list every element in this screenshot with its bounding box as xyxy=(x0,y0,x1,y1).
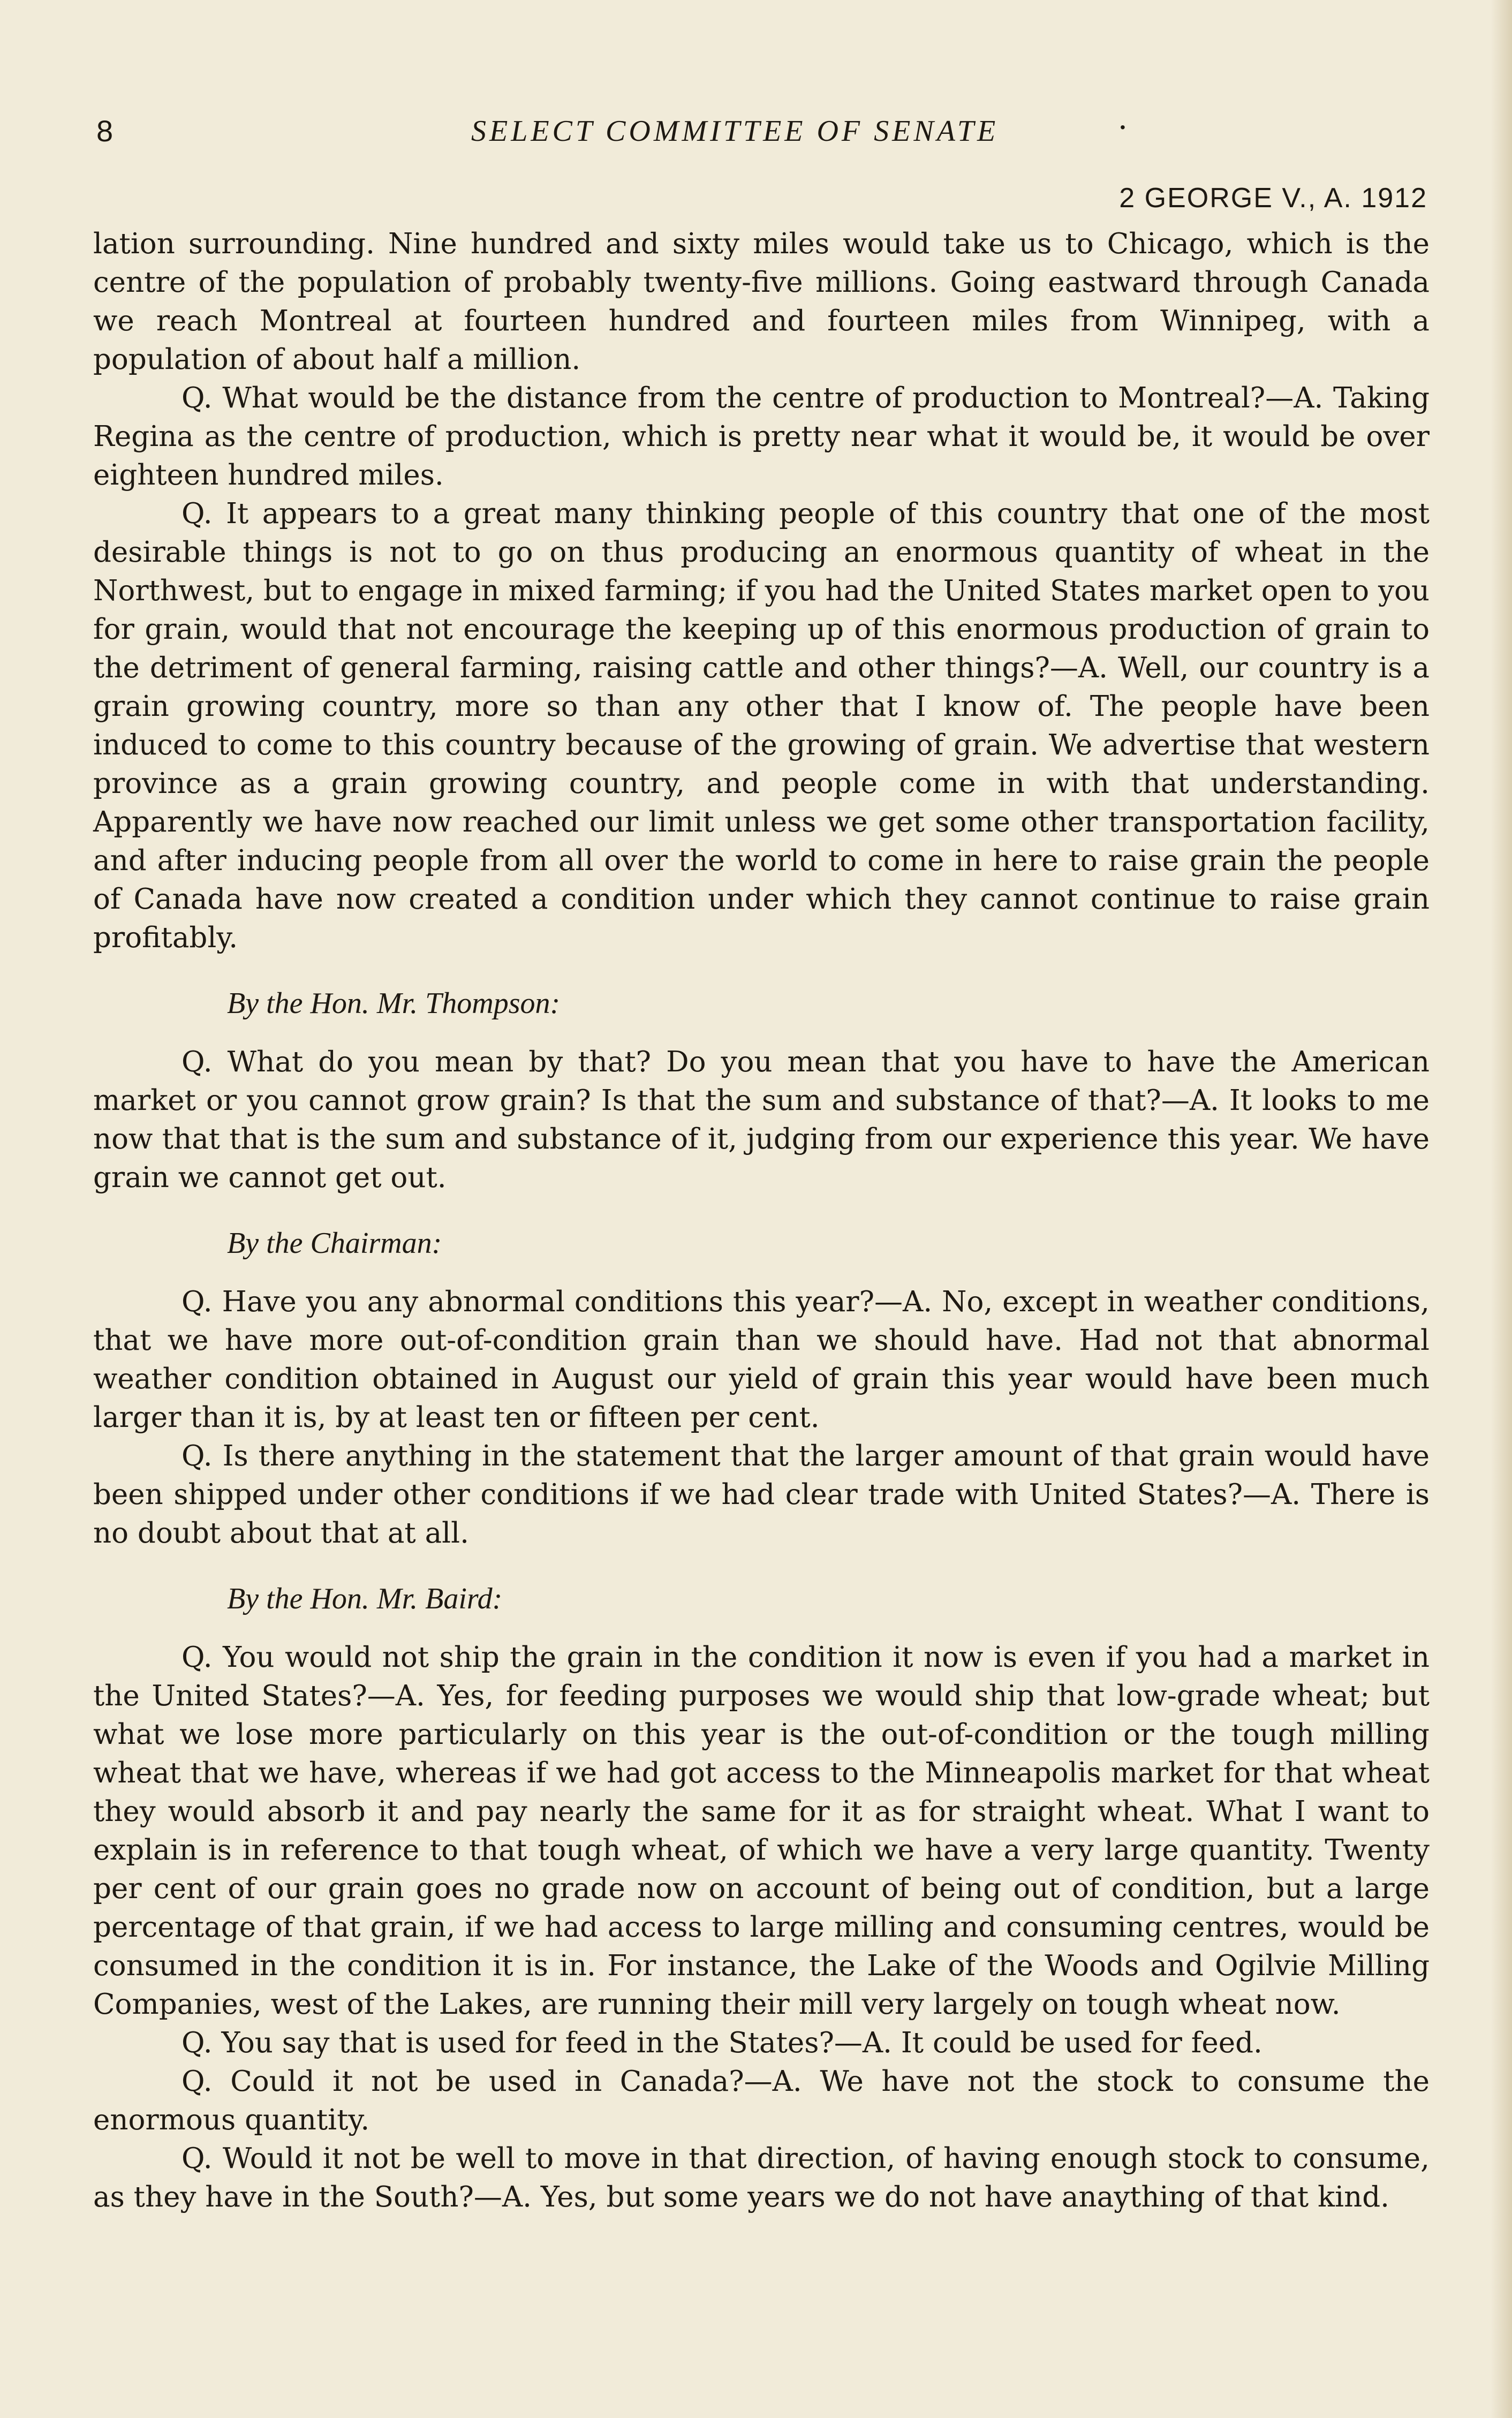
question-answer-paragraph: Q. You say that is used for feed in the States?—A. It could be used for feed. xyxy=(182,2027,1262,2059)
question-answer-paragraph: Q. Is there anything in the statement that the larger amount of that grain would have been shipped under other conditions if we had clear trade with United States?—A. There is no doubt about that at all. xyxy=(93,1440,1430,1550)
question-answer-paragraph: Q. You would not ship the grain in the condition it now is even if you had a market in the United States?—A. Yes, for feeding purposes we would ship that low-grade wheat; but what we lose more particularly on this year is the out-of-condition or the tough milling wheat that we have, whereas if we had got access to the Minneapolis market for that wheat they would absorb it and pay nearly the same for it as for straight wheat. What I want to explain is in reference to that tough wheat, of which we have a very large quantity. Twenty per cent of our grain goes no grade now on account of being out of condition, but a large percentage of that grain, if we had access to large milling and consuming centres, would be consumed in the condition it is in. For instance, the Lake of the Woods and Ogilvie Milling Companies, west of the Lakes, are running their mill very largely on tough wheat now. xyxy=(93,1641,1430,2021)
paragraph-continued: lation surrounding. Nine hundred and sixty miles would take us to Chicago, which is the centre of the population of probably twenty-five millions. Going eastward through Canada we reach Montreal at fourteen hundred and fourteen miles from Winnipeg, with a population of about half a million. xyxy=(93,228,1430,376)
page-number: 8 xyxy=(96,114,114,148)
session-line: 2 GEORGE V., A. 1912 xyxy=(1119,183,1427,214)
header-mark: • xyxy=(1120,119,1125,135)
running-title: SELECT COMMITTEE OF SENATE xyxy=(471,115,999,148)
speaker-heading-thompson: By the Hon. Mr. Thompson: xyxy=(227,987,561,1020)
question-answer-paragraph: Q. It appears to a great many thinking people of this country that one of the most desirable things is not to go on thus producing an enormous quantity of wheat in the Northwest, but to engage in mixed farming; if you had the United States market open to you for grain, would that not encourage the keeping up of this enormous production of grain to the detriment of general farming, raising cattle and other things?—A. Well, our country is a grain growing country, more so than any other that I know of. The people have been induced to come to this country because of the growing of grain. We advertise that western province as a grain growing country, and people come in with that understanding. Apparently we have now reached our limit unless we get some other transportation facility, and after inducing people from all over the world to come in here to raise grain the people of Canada have now created a condition under which they cannot continue to raise grain profitably. xyxy=(93,497,1430,954)
speaker-heading-baird: By the Hon. Mr. Baird: xyxy=(227,1582,503,1615)
question-answer-paragraph: Q. What do you mean by that? Do you mean that you have to have the American market or you cannot grow grain? Is that the sum and substance of that?—A. It looks to me now that that is the sum and substance of it, judging from our experience this year. We have grain we cannot get out. xyxy=(93,1046,1430,1194)
question-answer-paragraph: Q. Have you any abnormal conditions this year?—A. No, except in weather conditions, that we have more out-of-condition grain than we should have. Had not that abnormal weather condition obtained in August our yield of grain this year would have been much larger than it is, by at least ten or fifteen per cent. xyxy=(93,1286,1430,1434)
question-answer-paragraph: Q. Would it not be well to move in that direction, of having enough stock to consume, as they have in the South?—A. Yes, but some years we do not have anaything of that kind. xyxy=(93,2142,1430,2213)
question-answer-paragraph: Q. What would be the distance from the centre of production to Montreal?—A. Taking Regina as the centre of production, which is pretty near what it would be, it would be over eighteen hundred miles. xyxy=(93,382,1430,492)
page-edge-shadow xyxy=(1491,0,1512,2418)
speaker-heading-chairman: By the Chairman: xyxy=(227,1227,442,1260)
running-head xyxy=(0,107,1512,155)
question-answer-paragraph: Q. Could it not be used in Canada?—A. We have not the stock to consume the enormous quantity. xyxy=(93,2065,1430,2136)
body-text xyxy=(93,225,1430,2217)
